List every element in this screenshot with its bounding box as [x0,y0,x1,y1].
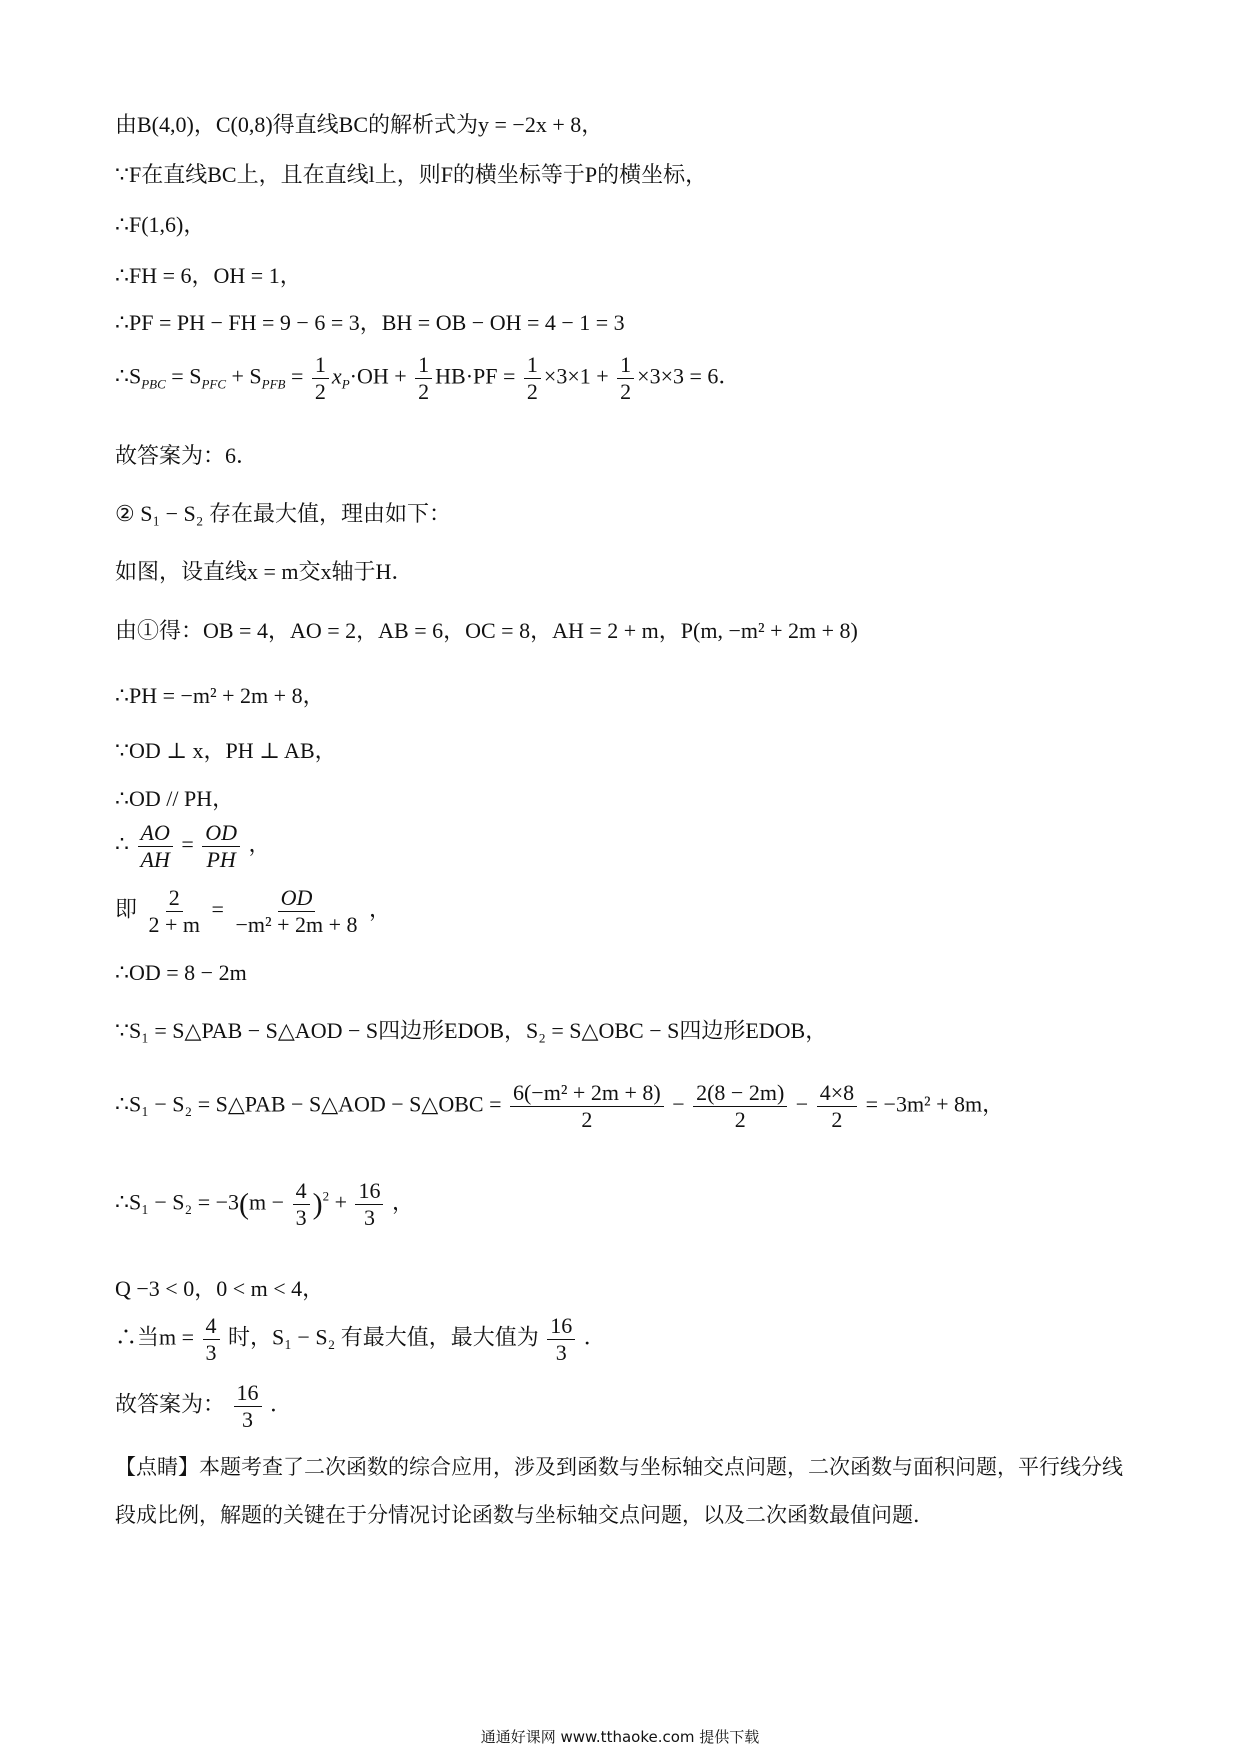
line-ph: ∴PH = −m² + 2m + 8， [115,683,325,708]
fraction-half: $\frac{1}{2}$ [617,354,634,403]
fraction-half: $\frac{1}{2}$ [415,354,432,403]
line-f-on-bc: ∵F在直线BC上，且在直线l上，则F的横坐标等于P的横坐标， [115,162,708,187]
line-s1-minus-s2: ∴S₁ − S₂ = S△PAB − S△AOD − S△OBC = $\frac{\text{6(−m² + 2m + 8)}}{2}$ − $\frac{2(8 - 2m)}{2}$ − $\frac{4\times 8}{2}$ = −3m² + 8m， [115,1080,1005,1132]
line-max-value: ∴当m = $\frac{4}{3}$ 时，S₁ − S₂ 有最大值，最大值为 $\frac{16}{3}$ ． [115,1313,606,1365]
line-f-coord: ∴F(1,6)， [115,212,206,237]
line-parallel: ∴OD // PH， [115,786,235,811]
line-pf-bh: ∴PF = PH − FH = 9 − 6 = 3，BH = OB − OH = 4 − 1 = 3 [115,310,625,335]
line-ratio: ∴ $\frac{AO}{AH}$ = $\frac{OD}{PH}$ ， [115,820,271,872]
line-od: ∴OD = 8 − 2m [115,960,247,985]
line-bc-equation: 由B(4,0)，C(0,8)得直线BC的解析式为y = −2x + 8， [115,112,604,137]
part2-heading: ② S₁ − S₂ 存在最大值，理由如下： [115,501,451,526]
line-s1-s2-defs: ∵S₁ = S△PAB − S△AOD − S四边形EDOB，S₂ = S△OBC − S四边形EDOB， [115,1018,828,1043]
comment-paragraph: 【点睛】本题考查了二次函数的综合应用，涉及到函数与坐标轴交点问题，二次函数与面积问题，平行线分线段成比例，解题的关键在于分情况讨论函数与坐标轴交点问题，以及二次函数最值问题． [115,1455,1123,1527]
line-area-pbc: $\therefore S_{PBC} = S_{PFC} + S_{PFB}$ = $\frac{1}{2}$ $x_P\cdot OH$ + $\frac{1}{2}$ HB·PF = $\frac{1}{2}$ ×3×1 + $\frac{1}{2}$ ×3×3 = 6． [115,352,741,404]
line-lengths: 由①得：OB = 4，AO = 2，AB = 6，OC = 8，AH = 2 + m，P(m, −m² + 2m + 8) [115,618,858,643]
line-perpendicular: ∵OD ⊥ x，PH ⊥ AB， [115,738,337,763]
fraction-half: $\frac{1}{2}$ [312,354,329,403]
line-set-x-m: 如图，设直线x = m交x轴于H． [115,559,414,584]
answer-16-3: 故答案为： $\frac{16}{3}$ ． [115,1380,293,1432]
footer-source: 通通好课网 www.tthaoke.com 提供下载 [480,1728,760,1746]
line-vertex-form: ∴S₁ − S₂ = −3(m − $\frac{4}{3}$ )$^2$ + $\frac{16}{3}$ ， [115,1178,414,1230]
line-ratio-substituted: 即 $\frac{2}{2 + m}$ = $\frac{OD}{\text{−m² + 2m + 8}}$ ， [115,885,392,937]
line-fh-oh: ∴FH = 6，OH = 1， [115,263,302,288]
answer-6: 故答案为：6． [115,443,259,468]
fraction-half: $\frac{1}{2}$ [524,354,541,403]
line-conditions: Q −3 < 0，0 < m < 4， [115,1276,325,1301]
